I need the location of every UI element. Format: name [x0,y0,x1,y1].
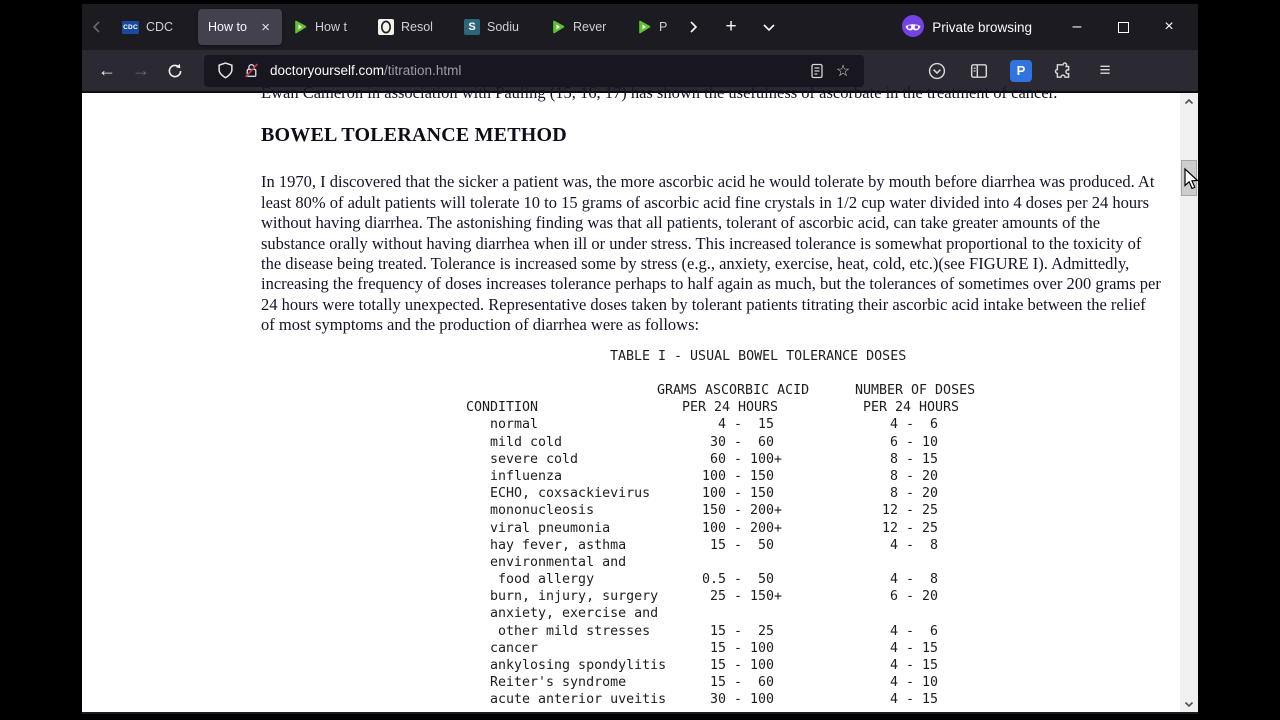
url-domain: doctoryourself.com [270,63,385,78]
row-condition: Reiter's syndrome [490,675,627,691]
row-doses: 8 - 20 [882,468,939,484]
row-condition: ankylosing spondylitis [490,658,667,674]
table-row [466,469,1161,486]
row-grams: 15 - 25 [702,623,775,639]
col-header-grams: GRAMS ASCORBIC ACID [657,383,810,399]
row-grams: 100 - 200+ [702,520,783,536]
tab-label: Resol [401,20,433,34]
table-blank-line [466,366,1161,383]
table-row [466,538,1161,555]
row-condition: normal [490,417,539,433]
table-row [466,503,1161,520]
bowel-tolerance-table [466,349,1161,710]
row-condition: environmental and [490,554,627,570]
scrollbar-up-icon[interactable] [1180,93,1198,110]
tab-cdc[interactable] [112,9,198,45]
row-grams: 30 - 60 [702,434,775,450]
col-header-condition: CONDITION [466,400,539,416]
private-browsing-label: Private browsing [932,19,1032,35]
table-row [466,486,1161,503]
row-grams: 30 - 100 [702,692,775,708]
play-favicon [292,19,308,35]
table-row [466,435,1161,452]
row-condition: burn, injury, surgery [490,589,659,605]
url-bar[interactable] [204,55,864,87]
row-condition: severe cold [490,451,579,467]
reader-mode-icon[interactable] [804,58,830,84]
tab-resol[interactable] [368,9,454,45]
row-doses: 8 - 15 [882,451,939,467]
private-mask-icon [902,15,924,40]
row-doses: 4 - 10 [882,675,939,691]
cdc-favicon: CDC [122,21,139,34]
tab-strip [82,4,1198,50]
row-condition: acute anterior uveitis [490,692,667,708]
scroll-tabs-right-icon[interactable] [678,9,708,45]
row-doses: 4 - 6 [882,417,939,433]
url-text[interactable] [270,63,804,78]
sidebar-toggle-icon[interactable] [964,56,994,86]
row-doses: 4 - 8 [882,572,939,588]
tab-how-t[interactable] [282,9,368,45]
col-header-doses: NUMBER OF DOSES [855,383,976,399]
row-doses: 12 - 25 [882,520,939,536]
row-doses: 12 - 25 [882,503,939,519]
intro-partial-line: Ewan Cameron in association with Pauling (15, 16, 17) has shown the usefulness of ascorbate in the treatment of cancer. [261,83,1058,102]
tracking-shield-icon[interactable] [212,58,238,84]
row-doses: 6 - 20 [882,589,939,605]
row-doses: 6 - 10 [882,434,939,450]
row-doses: 4 - 6 [882,623,939,639]
row-condition: other mild stresses [490,623,651,639]
table-title: TABLE I - USUAL BOWEL TOLERANCE DOSES [610,348,907,364]
row-doses: 8 - 20 [882,486,939,502]
tab-label: CDC [146,20,174,34]
tabs-container [112,9,678,45]
mouse-cursor [1184,169,1204,196]
tab-label: How to [208,20,247,34]
bookmark-star-icon[interactable]: ☆ [835,62,851,80]
table-row [466,641,1161,658]
row-grams: 15 - 50 [702,537,775,553]
s-favicon: S [464,19,480,35]
p-extension-glyph: P [1010,60,1032,82]
table-row [466,692,1161,709]
maximize-icon [1118,22,1129,33]
row-condition: influenza [490,468,563,484]
row-grams: 15 - 60 [702,675,775,691]
row-grams: 0.5 - 50 [702,572,775,588]
table-title-line [466,349,1161,366]
menu-hamburger-icon[interactable]: ≡ [1099,59,1111,81]
private-browsing-badge [902,15,1032,40]
pocket-icon[interactable] [922,56,952,86]
play-favicon [636,19,652,35]
close-window-button[interactable]: × [1164,18,1174,35]
row-grams: 15 - 100 [702,640,775,656]
tab-label: Sodiu [487,20,519,34]
row-doses: 4 - 15 [882,692,939,708]
list-all-tabs-icon[interactable] [752,10,786,44]
url-path: /titration.html [384,63,462,78]
row-condition: viral pneumonia [490,520,611,536]
scrollbar-down-icon[interactable] [1180,695,1198,712]
col-subheader-per24-grams: PER 24 HOURS [682,400,779,416]
table-row [466,624,1161,641]
row-condition: mild cold [490,434,563,450]
row-condition: cancer [490,640,539,656]
row-condition: hay fever, asthma [490,537,627,553]
table-row [466,606,1161,623]
tab-label: P [659,20,668,34]
window-controls [1054,9,1192,45]
insecure-lock-icon[interactable] [238,58,264,84]
tab-close-icon[interactable]: × [261,18,270,36]
table-row [466,521,1161,538]
tab-p[interactable] [626,9,678,45]
table-row [466,589,1161,606]
row-grams: 25 - 150+ [702,589,783,605]
toolbar-icons [922,56,1120,86]
table-row [466,675,1161,692]
reload-button[interactable] [158,55,192,87]
table-header-line-2 [466,400,1161,417]
col-subheader-per24-doses: PER 24 HOURS [863,400,960,416]
tab-sodiu[interactable] [454,9,540,45]
page-content [82,83,1198,712]
row-grams: 150 - 200+ [702,503,783,519]
tab-label: Rever [573,20,607,34]
row-condition: mononucleosis [490,503,595,519]
page-heading: BOWEL TOLERANCE METHOD [261,124,567,147]
tab-how-to[interactable] [198,9,282,45]
play-favicon [550,19,566,35]
row-grams: 60 - 100+ [702,451,783,467]
row-doses: 4 - 15 [882,658,939,674]
new-tab-button[interactable]: + [725,16,737,37]
row-doses: 4 - 8 [882,537,939,553]
forward-button[interactable]: → [132,60,150,80]
row-grams: 100 - 150 [702,486,775,502]
tab-rever[interactable] [540,9,626,45]
row-condition: food allergy [490,572,595,588]
table-row [466,658,1161,675]
tab-label: How t [315,20,347,34]
maximize-button[interactable] [1100,9,1146,45]
extensions-puzzle-icon[interactable] [1048,56,1078,86]
scroll-tabs-left-icon[interactable] [82,9,112,45]
browser-window [82,4,1198,714]
table-row [466,555,1161,572]
row-grams: 4 - 15 [702,417,775,433]
body-paragraph: In 1970, I discovered that the sicker a patient was, the more ascorbic acid he would tolerate by mouth before diarrhea was produced. At least 80% of adult patients will tolerate 10 to 15 grams of ascorbic acid fine crystals in 1/2 cup water divided into 4 doses per 24 hours without having diarrhea. The astonishing finding was that all patients, tolerant of ascorbic acid, can take greater amounts of the substance orally without having diarrhea when ill or under stress. This increased tolerance is somewhat proportional to the toxicity of the disease being treated. Tolerance is increased some by stress (e.g., anxiety, exercise, heat, cold, etc.)(see FIGURE I). Admittedly, increasing the frequency of doses increases tolerance perhaps to half again as much, but the tolerances of sometimes over 200 grams per 24 hours were totally unexpected. Representative doses taken by tolerant patients titrating their ascorbic acid intake between the relief of most symptoms and the production of diarrhea were as follows: [261,172,1161,335]
row-doses: 4 - 15 [882,640,939,656]
table-row [466,572,1161,589]
table-row [466,417,1161,434]
back-button[interactable]: ← [98,60,116,80]
row-condition: anxiety, exercise and [490,606,659,622]
table-header-line-1 [466,383,1161,400]
table-rows [466,417,1161,709]
oval-favicon [378,19,394,35]
minimize-button[interactable]: – [1072,18,1082,35]
row-grams: 15 - 100 [702,658,775,674]
p-extension-icon[interactable] [1006,56,1036,86]
table-row [466,452,1161,469]
row-grams: 100 - 150 [702,468,775,484]
row-condition: ECHO, coxsackievirus [490,486,651,502]
article [261,83,1161,710]
